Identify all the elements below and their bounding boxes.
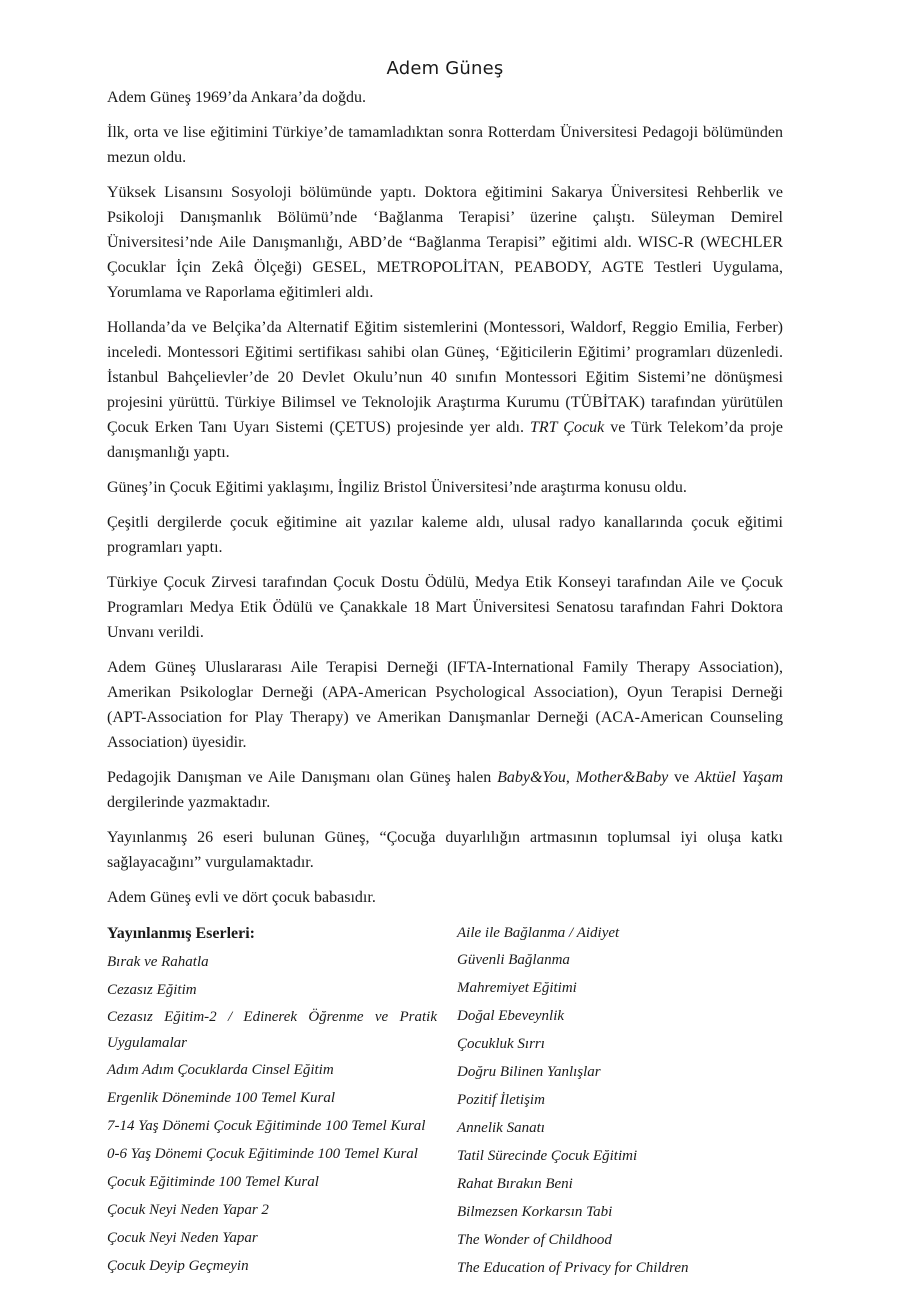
magazine-motherandbaby: Mother&Baby — [575, 769, 669, 786]
work-item: Güvenli Bağlanma — [457, 952, 570, 968]
work-item: Ergenlik Döneminde 100 Temel Kural — [107, 1090, 336, 1106]
current-work-text: Pedagojik Danışman ve Aile Danışmanı olan Güneş halen — [107, 769, 498, 786]
biography-page — [107, 58, 783, 1282]
work-item: Çocuk Eğitiminde 100 Temel Kural — [107, 1174, 319, 1190]
paragraph-magazines: Çeşitli dergilerde çocuk eğitimine ait yazılar kaleme aldı, ulusal radyo kanallarında çocuk eğitimi programları yaptı. — [107, 514, 783, 556]
work-item: 7-14 Yaş Dönemi Çocuk Eğitiminde 100 Temel Kural — [107, 1118, 426, 1134]
works-column-left — [107, 920, 437, 1282]
work-item: Aile ile Bağlanma / Aidiyet — [457, 925, 620, 941]
work-item: Annelik Sanatı — [457, 1120, 545, 1136]
paragraph-publications: Yayınlanmış 26 eseri bulunan Güneş, “Çocuğa duyarlılığın artmasının toplumsal iyi oluşa katkı sağlayacağını” vurgulamaktadır. — [107, 829, 783, 871]
work-item: Doğru Bilinen Yanlışlar — [457, 1064, 601, 1080]
work-item: 0-6 Yaş Dönemi Çocuk Eğitiminde 100 Temel Kural — [107, 1146, 418, 1162]
work-item: Çocuk Deyip Geçmeyin — [107, 1258, 249, 1274]
works-heading: Yayınlanmış Eserleri: — [107, 925, 255, 942]
published-works — [107, 920, 783, 1282]
work-item: Cezasız Eğitim-2 / Edinerek Öğrenme ve Pratik Uygulamalar — [107, 1009, 437, 1051]
work-item: Mahremiyet Eğitimi — [457, 980, 577, 996]
paragraph-alternative-education-end: ve Türk Telekom’da proje danışmanlığı yaptı. — [107, 419, 783, 461]
work-item: The Wonder of Childhood — [457, 1232, 612, 1248]
current-work-and: ve — [668, 769, 696, 786]
work-item: Bilmezsen Korkarsın Tabi — [457, 1204, 613, 1220]
work-item: Adım Adım Çocuklarda Cinsel Eğitim — [107, 1062, 334, 1078]
work-item: Bırak ve Rahatla — [107, 954, 209, 970]
paragraph-alternative-education — [107, 315, 783, 465]
paragraph-alternative-education-text: Hollanda’da ve Belçika’da Alternatif Eğitim sistemlerini (Montessori, Waldorf, Reggio Emilia, Ferber) inceledi. Montessori Eğitimi sertifikası sahibi olan Güneş, ‘Eğiticilerin Eğitimi’ programları düzenledi. İstanbul Bahçelievler’de 20 Devlet Okulu’nun 40 sınıfın Montessori Eğitim Sistemi’ne dönüşmesi projesini yürüttü. Türkiye Bilimsel ve Teknolojik Araştırma Kurumu (TÜBİTAK) tarafından yürütülen Çocuk Erken Tanı Uyarı Sistemi (ÇETUS) projesinde yer aldı. — [107, 319, 783, 436]
work-item: Çocuk Neyi Neden Yapar 2 — [107, 1202, 269, 1218]
magazine-aktuel-yasam: Aktüel Yaşam — [695, 769, 784, 786]
work-item: Rahat Bırakın Beni — [457, 1176, 573, 1192]
paragraph-memberships: Adem Güneş Uluslararası Aile Terapisi Derneği (IFTA-International Family Therapy Association), Amerikan Psikologlar Derneği (APA-American Psychological Association), Oyun Terapisi Derneği (APT-Association for Play Therapy) ve Amerikan Danışmanlar Derneği (ACA-American Counseling Association) üyesidir. — [107, 659, 783, 751]
work-item: Tatil Sürecinde Çocuk Eğitimi — [457, 1148, 638, 1164]
page-title: Adem Güneş — [386, 58, 504, 79]
work-item: Pozitif İletişim — [457, 1092, 545, 1108]
works-column-right — [457, 920, 783, 1282]
paragraph-birth: Adem Güneş 1969’da Ankara’da doğdu. — [107, 89, 367, 106]
paragraph-graduate-studies: Yüksek Lisansını Sosyoloji bölümünde yaptı. Doktora eğitimini Sakarya Üniversitesi Rehberlik ve Psikoloji Danışmanlık Bölümü’nde ‘Bağlanma Terapisi’ üzerine çalıştı. Süleyman Demirel Üniversitesi’nde Aile Danışmanlığı, ABD’de “Bağlanma Terapisi” eğitimi aldı. WISC-R (WECHLER Çocuklar İçin Zekâ Ölçeği) GESEL, METROPOLİTAN, PEABODY, AGTE Testleri Uygulama, Yorumlama ve Raporlama eğitimleri aldı. — [107, 184, 783, 301]
work-item: Çocuk Neyi Neden Yapar — [107, 1230, 258, 1246]
current-work-end: dergilerinde yazmaktadır. — [107, 794, 271, 811]
paragraph-awards: Türkiye Çocuk Zirvesi tarafından Çocuk Dostu Ödülü, Medya Etik Konseyi tarafından Aile ve Çocuk Programları Medya Etik Ödülü ve Çanakkale 18 Mart Üniversitesi Senatosu tarafından Fahri Doktora Unvanı verildi. — [107, 574, 783, 641]
paragraph-current-work — [107, 765, 783, 815]
work-item: The Education of Privacy for Children — [457, 1260, 689, 1276]
work-item: Çocukluk Sırrı — [457, 1036, 545, 1052]
paragraph-family: Adem Güneş evli ve dört çocuk babasıdır. — [107, 889, 376, 906]
paragraph-bristol: Güneş’in Çocuk Eğitimi yaklaşımı, İngiliz Bristol Üniversitesi’nde araştırma konusu oldu. — [107, 479, 687, 496]
magazine-babyandyou: Baby&You — [497, 769, 566, 786]
current-work-separator: , — [565, 769, 576, 786]
trt-cocuk-italic: TRT Çocuk — [530, 419, 605, 436]
work-item: Cezasız Eğitim — [107, 982, 197, 998]
work-item: Doğal Ebeveynlik — [457, 1008, 565, 1024]
paragraph-education: İlk, orta ve lise eğitimini Türkiye’de tamamladıktan sonra Rotterdam Üniversitesi Pedagoji bölümünden mezun oldu. — [107, 124, 783, 166]
